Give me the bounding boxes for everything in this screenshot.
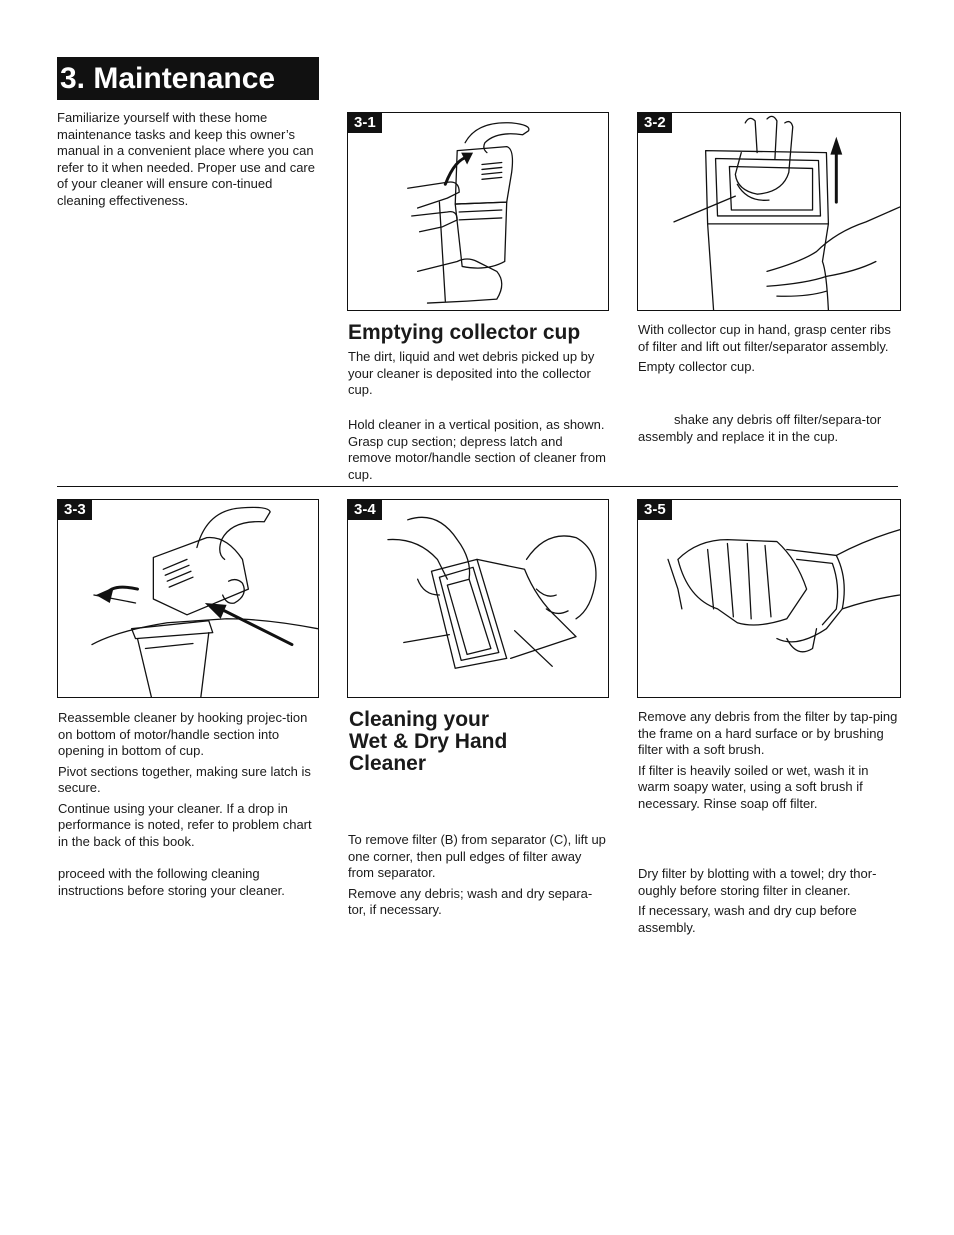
col3-bottom-paragraph-3: Dry filter by blotting with a towel; dry thor-oughly before storing filter in cleaner.: [638, 866, 877, 898]
filter-separator-illustration: [348, 500, 608, 697]
emptying-paragraph-2: Hold cleaner in a vertical position, as shown. Grasp cup section; depress latch and remove motor/handle section of cleaner from cup.: [348, 417, 606, 482]
figure-label: 3-2: [638, 113, 672, 133]
emptying-heading: Emptying collector cup: [348, 321, 581, 344]
col1-bottom-paragraph-4: proceed with the following cleaning instructions before storing your cleaner.: [58, 866, 285, 898]
col3-top-text-2: [638, 412, 900, 449]
col3-bottom-text-2: [638, 866, 900, 940]
figure-3-5: [637, 499, 901, 698]
emptying-text-2: [348, 417, 608, 487]
page-title: 3. Maintenance: [57, 57, 319, 100]
reassemble-illustration: [58, 500, 318, 697]
figure-3-4: [347, 499, 609, 698]
col1-bottom-text-2: [58, 866, 320, 903]
col3-top-text: [638, 322, 900, 380]
figure-label: 3-1: [348, 113, 382, 133]
cleaning-heading-line-2: Wet & Dry Hand: [349, 730, 508, 753]
figure-3-2: [637, 112, 901, 311]
hand-vacuum-illustration: [348, 113, 608, 310]
col1-bottom-paragraph-1: Reassemble cleaner by hooking projec-tion on bottom of motor/handle section into opening in bottom of cup.: [58, 710, 308, 758]
col3-top-paragraph-2: Empty collector cup.: [638, 359, 756, 374]
col3-top-paragraph-1: With collector cup in hand, grasp center ribs of filter and lift out filter/separator assembly.: [638, 322, 891, 354]
col1-bottom-paragraph-2: Pivot sections together, making sure latch is secure.: [58, 763, 311, 795]
col1-bottom-paragraph-3: Continue using your cleaner. If a drop in performance is noted, refer to problem chart in the back of this book.: [58, 800, 312, 849]
cleaning-paragraph-2: Remove any debris; wash and dry separa-tor, if necessary.: [348, 885, 593, 917]
col1-bottom-text: [58, 710, 320, 854]
filter-cleaning-illustration: [638, 500, 900, 697]
emptying-text: [348, 349, 608, 403]
col3-top-paragraph-3: shake any debris off filter/separa-tor assembly and replace it in the cup.: [638, 412, 882, 444]
cleaning-heading-line-1: Cleaning your: [349, 708, 490, 731]
cleaning-text: [348, 832, 608, 923]
col3-bottom-paragraph-1: Remove any debris from the filter by tap-ping the frame on a hard surface or by brushing filter with a soft brush.: [638, 709, 898, 757]
intro-paragraph: Familiarize yourself with these home maintenance tasks and keep this owner’s manual in a convenient place where you can refer to it when needed. Proper use and care of your cleaner will ensure con-tinued cleaning effectiveness.: [57, 110, 315, 208]
emptying-paragraph-1: The dirt, liquid and wet debris picked up by your cleaner is deposited into the collector cup.: [348, 349, 595, 397]
cleaning-heading-line-3: Cleaner: [349, 752, 427, 775]
cleaning-paragraph-1: To remove filter (B) from separator (C), lift up one corner, then pull edges of filter away from separator.: [348, 832, 606, 880]
figure-label: 3-3: [58, 500, 92, 520]
col3-bottom-text: [638, 709, 900, 816]
figure-label: 3-5: [638, 500, 672, 520]
intro-text: [57, 110, 322, 213]
figure-3-1: [347, 112, 609, 311]
col3-bottom-paragraph-2: If filter is heavily soiled or wet, wash it in warm soapy water, using a soft brush if necessary. Rinse soap off filter.: [638, 762, 869, 811]
filter-lift-illustration: [638, 113, 900, 310]
figure-3-3: [57, 499, 319, 698]
figure-label: 3-4: [348, 500, 382, 520]
cleaning-heading: [349, 709, 589, 775]
col3-bottom-paragraph-4: If necessary, wash and dry cup before assembly.: [638, 903, 857, 935]
section-divider: [57, 486, 898, 487]
